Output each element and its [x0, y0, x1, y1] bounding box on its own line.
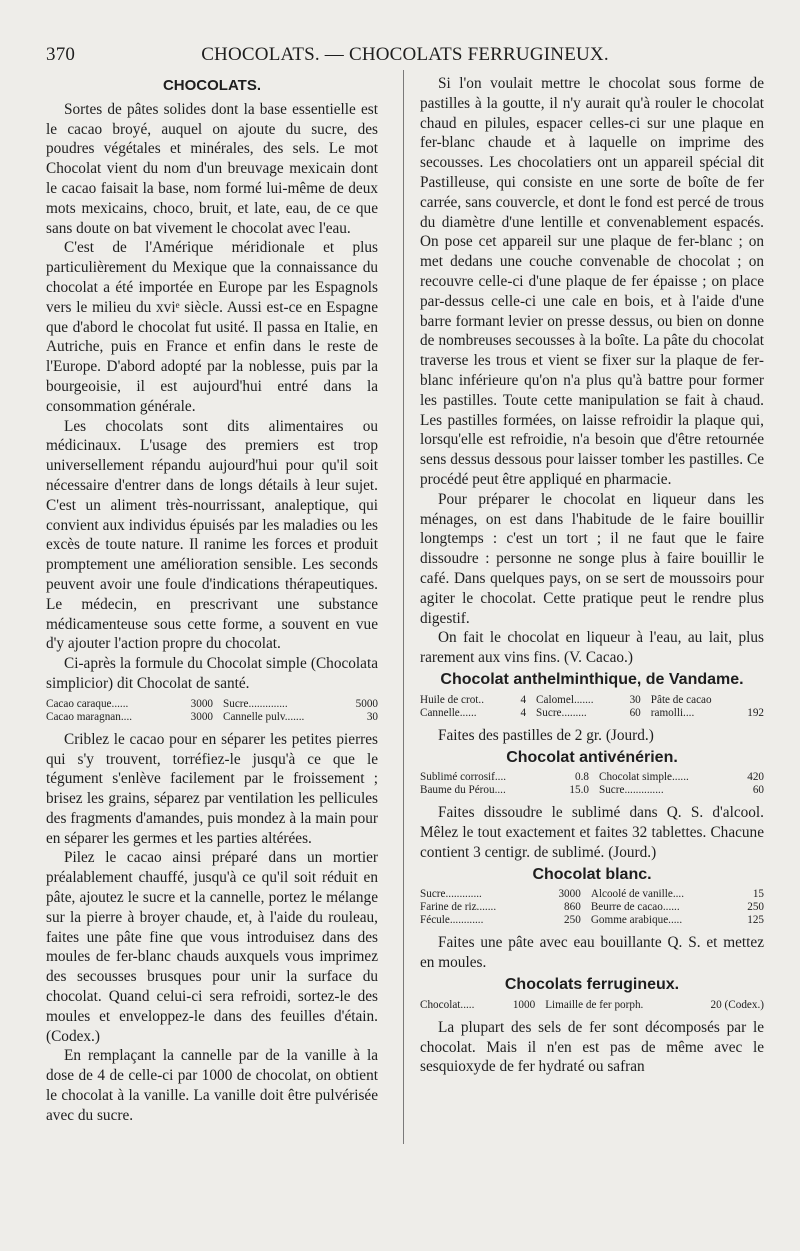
paragraph: On fait le chocolat en liqueur à l'eau, au lait, plus rarement aux vins fins. (V. Cacao.)	[420, 629, 764, 667]
formula-row	[46, 698, 378, 711]
ingredient: Beurre de cacao......	[590, 901, 680, 914]
ingredient: Alcoolé de vanille....	[590, 888, 685, 901]
running-title: CHOCOLATS. — CHOCOLATS FERRUGINEUX.	[201, 44, 609, 65]
formula-row	[420, 999, 764, 1012]
quantity: 30	[366, 710, 378, 723]
formula-row	[46, 711, 378, 724]
ingredient: Sucre.........	[536, 706, 587, 719]
right-column	[420, 74, 764, 1077]
ingredient: Limaille de fer porph.	[545, 998, 644, 1011]
paragraph: Faites des pastilles de 2 gr. (Jourd.)	[438, 726, 654, 744]
formula-row	[420, 914, 764, 927]
paragraph: Pilez le cacao ainsi préparé dans un mortier préalablement chauffé, jusqu'à ce qu'il soit réduit en pâte, ajoutez le sucre et la cannelle, portez le mélange sur la pierre à broyer chaude, et, à l'aide du rouleau, faites une pâte fine que vous introduisez dans des moules de fer-blanc chauds auxquels vous imprimez des secousses brusques pour unir la surface du chocolat. Quand celui-ci sera refroidi, sortez-le des moules et enveloppez-le dans des feuilles d'étain. (Codex.)	[46, 849, 378, 1045]
ingredient: Cacao caraque......	[46, 697, 129, 710]
quantity: 0.8	[575, 771, 589, 784]
page-header	[46, 44, 764, 68]
formula-row	[420, 694, 764, 707]
quantity: 60	[752, 784, 764, 797]
ingredient: Chocolat simple......	[598, 771, 689, 784]
quantity: 250	[747, 901, 764, 914]
quantity	[740, 694, 765, 707]
paragraph: C'est de l'Amérique méridionale et plus particulièrement du Mexique que la connaissance du chocolat a été importée en Europe par les Espagnols vers le milieu du xviᵉ siècle. Aussi est-ce en Espagne que d'abord le chocolat fut usité. Il passa en Italie, en Autriche, puis en France et enfin dans le reste de l'Europe. D'abord adopté par la noblesse, puis par la bourgeoisie, il est aujourd'hui entré dans la consommation générale.	[46, 239, 378, 415]
recipe-heading: Chocolat anthelminthique, de Vandame.	[440, 670, 744, 688]
quantity: 15	[752, 888, 764, 901]
quantity: 192	[747, 706, 764, 719]
quantity: 20 (Codex.)	[710, 998, 764, 1011]
formula-table	[420, 999, 764, 1012]
formula-row	[420, 784, 764, 797]
quantity: 250	[564, 914, 581, 927]
recipe-heading: Chocolat blanc.	[532, 865, 652, 883]
paragraph: Faites dissoudre le sublimé dans Q. S. d'alcool. Mêlez le tout exactement et faites 32 tablettes. Chacune contient 3 centigr. de sublimé. (Jourd.)	[420, 804, 764, 861]
ingredient: Sublimé corrosif....	[420, 771, 507, 784]
quantity: 3000	[190, 697, 213, 710]
paragraph: Criblez le cacao pour en séparer les petites pierres qui s'y trouvent, torréfiez-le jusqu'à ce que le tégument s'enlève facilement par le froissement ; brisez les grains, séparez par ventilation les pellicules des fragments d'amandes, puis mondez à la main pour en séparer les germes et les parties altérées.	[46, 730, 378, 847]
ingredient: Baume du Pérou....	[420, 784, 506, 797]
left-column	[46, 74, 378, 1126]
formula-row	[420, 707, 764, 720]
page-number: 370	[46, 44, 76, 65]
ingredient: Sucre..............	[223, 697, 288, 710]
recipe-heading: Chocolat antivénérien.	[506, 748, 678, 766]
ingredient: ramolli....	[650, 706, 695, 719]
ingredient: Cacao maragnan....	[46, 710, 133, 723]
paragraph: Les chocolats sont dits alimentaires ou médicinaux. L'usage des premiers est trop universellement répandu aujourd'hui pour qu'il soit nécessaire d'entrer dans de longs détails à leur sujet. C'est un aliment très-nourrissant, analeptique, qui convient aux individus épuisés par les maladies ou les excès de toute nature. Il ranime les forces et produit promptement une amélioration sensible. Les seconds peuvent avoir une foule d'indications thérapeutiques. Le médecin, en prescrivant une substance médicamenteuse sous cette forme, a souvent en vue d'y ajouter l'action propre du chocolat.	[46, 417, 378, 653]
formula-table	[46, 698, 378, 724]
quantity: 15.0	[569, 784, 589, 797]
quantity: 3000	[190, 710, 213, 723]
ingredient: Gomme arabique.....	[590, 914, 683, 927]
ingredient: Chocolat.....	[420, 998, 475, 1011]
recipe-heading: Chocolats ferrugineux.	[504, 976, 680, 994]
ingredient: Calomel.......	[536, 693, 594, 706]
paragraph: Sortes de pâtes solides dont la base essentielle est le cacao broyé, auquel on ajoute du sucre, des poudres végétales et minérales, des sels. Le mot Chocolat vient du nom d'un breuvage mexicain dont le cacao faisait la base, nom formé lui-même de deux mots mexicains, choco, bruit, et late, eau, de ce que sans doute on bat vivement le chocolat avec l'eau.	[46, 100, 378, 237]
ingredient: Huile de crot..	[420, 693, 484, 706]
quantity: 60	[629, 706, 641, 719]
formula-row	[420, 888, 764, 901]
column-divider	[403, 70, 404, 1144]
quantity: 4	[520, 706, 527, 719]
ingredient: Pâte de cacao	[650, 693, 712, 706]
paragraph: Pour préparer le chocolat en liqueur dans les ménages, on est dans l'habitude de le faire bouillir longtemps : c'est un tort ; il ne faut que le faire dissoudre : personne ne songe plus à faire bouillir le café. Dans quelques pays, on se sert de moussoirs pour agiter le chocolat. Cette pratique peut le rendre plus digestif.	[420, 490, 764, 627]
section-heading: CHOCOLATS.	[162, 77, 262, 94]
quantity: 860	[564, 901, 581, 914]
ingredient: Farine de riz.......	[420, 901, 497, 914]
paragraph: En remplaçant la cannelle par de la vanille à la dose de 4 de celle-ci par 1000 de chocolat, on obtient le chocolat à la vanille. La vanille doit être pulvérisée avec du sucre.	[46, 1047, 378, 1124]
quantity: 4	[520, 693, 527, 706]
paragraph: Faites une pâte avec eau bouillante Q. S. et mettez en moules.	[420, 934, 764, 972]
quantity: 3000	[558, 888, 581, 901]
formula-table	[420, 888, 764, 927]
formula-table	[420, 771, 764, 797]
paragraph: Ci-après la formule du Chocolat simple (Chocolata simplicior) dit Chocolat de santé.	[46, 655, 378, 692]
paragraph: Si l'on voulait mettre le chocolat sous forme de pastilles à la goutte, il n'y aurait qu'à rouler le chocolat chaud en pilules, espacer celles-ci sur une plaque en fer-blanc chaude et à laquelle on imprime des secousses. Les chocolatiers ont un appareil spécial dit Pastilleuse, qui consiste en une sorte de boîte de fer carrée, sans couvercle, et dont le fond est percé de trous du diamètre d'une lentille et convenablement espacés. On pose cet appareil sur une plaque de fer-blanc ; on met dedans une couche convenable de chocolat ; on recouvre celle-ci d'une plaque de fer épaisse ; on place par-dessus celle-ci une cale en bois, et à l'aide d'une barre formant levier on presse dessus, ou bien on donne de nombreuses secousses à la boîte. La pâte du chocolat traverse les trous et vient se fixer sur la plaque de fer-blanc inférieure qu'on n'a plus qu'à battre pour former les pastilles. Toute cette manipulation se fait à chaud. Les pastilles formées, on laisse refroidir la plaque qui, lorsqu'elle est refroidie, n'a besoin que d'être retournée sens dessus dessous pour laisser tomber les pastilles. Ce procédé peut être appliqué en pharmacie.	[420, 75, 764, 488]
ingredient: Sucre.............	[420, 888, 482, 901]
paragraph: La plupart des sels de fer sont décomposés par le chocolat. Mais il n'en est pas de même avec le sesquioxyde de fer hydraté ou safran	[420, 1018, 764, 1076]
ingredient: Fécule............	[420, 914, 484, 927]
quantity: 1000	[512, 998, 536, 1011]
ingredient: Sucre..............	[598, 784, 664, 797]
quantity: 30	[629, 693, 641, 706]
quantity: 5000	[355, 697, 378, 710]
formula-row	[420, 771, 764, 784]
ingredient: Cannelle......	[420, 706, 477, 719]
formula-row	[420, 901, 764, 914]
formula-table	[420, 694, 764, 720]
quantity: 125	[747, 914, 764, 927]
ingredient: Cannelle pulv.......	[223, 710, 305, 723]
quantity: 420	[747, 771, 764, 784]
